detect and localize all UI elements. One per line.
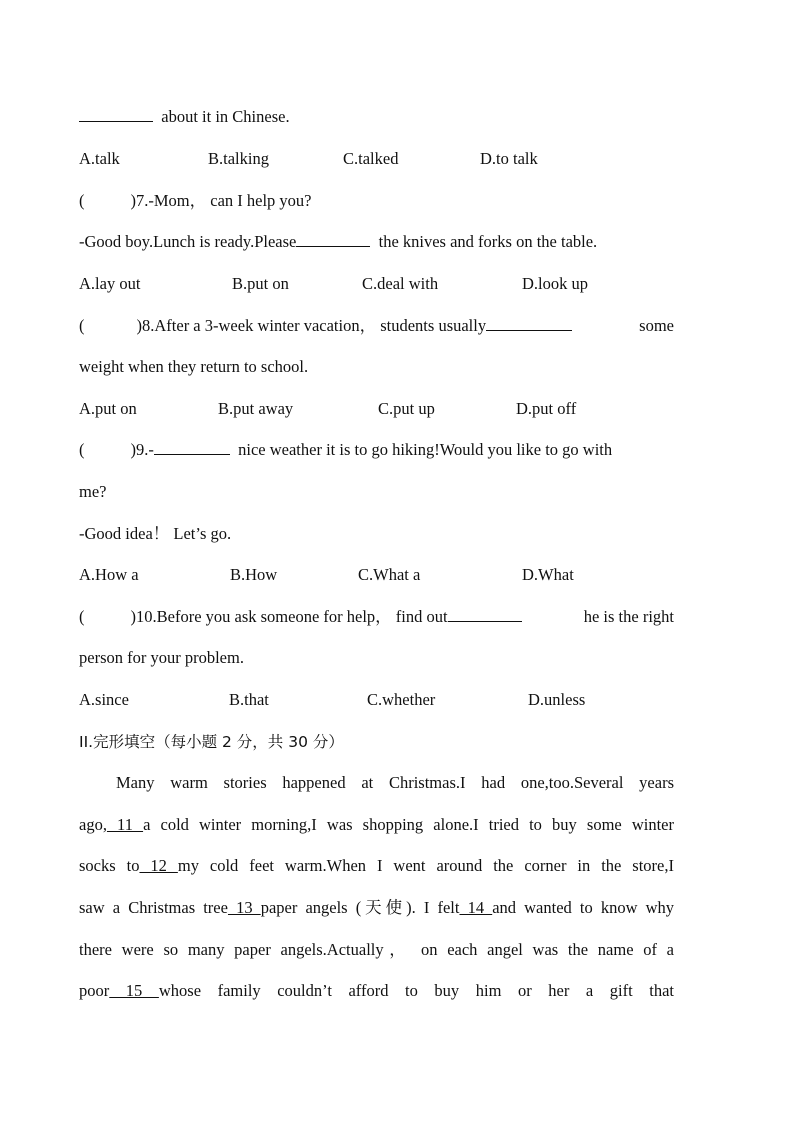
passage-line-1: Many warm stories happened at Christmas.I had one,too.Several years: [116, 773, 674, 792]
q6-option-a: A.talk: [79, 149, 120, 168]
q7-reply-text-a: -Good boy.Lunch is ready.Please: [79, 232, 297, 251]
q7-option-a: A.lay out: [79, 274, 141, 293]
q8-option-a: A.put on: [79, 399, 137, 418]
answer-blank[interactable]: [296, 232, 370, 247]
q10-option-b: B.that: [229, 690, 269, 709]
q8-option-c: C.put up: [378, 399, 435, 418]
answer-blank[interactable]: [154, 440, 230, 455]
q10-option-d: D.unless: [528, 690, 586, 709]
q9-stem: [79, 439, 674, 461]
passage-text: saw a Christmas tree: [79, 898, 228, 917]
passage-line-5: there were so many paper angels.Actually， on each angel was the name of a: [79, 940, 674, 959]
blank-15[interactable]: 15: [109, 981, 159, 1000]
q10-text-b: he is the right: [583, 607, 674, 626]
answer-paren-open: (: [79, 316, 85, 335]
q9-option-b: B.How: [230, 565, 278, 584]
blank-14[interactable]: 14: [459, 898, 493, 917]
answer-blank[interactable]: [79, 107, 153, 122]
blank-13[interactable]: 13: [227, 898, 261, 917]
q7-option-b: B.put on: [232, 274, 289, 293]
q10-stem: [79, 606, 674, 628]
blank-11[interactable]: 11: [106, 815, 144, 834]
q9-text-a: )9.-: [130, 440, 154, 459]
answer-blank[interactable]: [486, 316, 572, 331]
answer-paren-open: (: [79, 607, 85, 626]
q8-option-d: D.put off: [516, 399, 577, 418]
q10-option-c: C.whether: [367, 690, 436, 709]
q7-stem: [79, 190, 674, 212]
blank-12[interactable]: 12: [139, 856, 178, 875]
q9-text-b: nice weather it is to go hiking!Would you like to go with: [238, 440, 613, 459]
q6-stem-tail: [79, 106, 674, 128]
q7-reply: [79, 231, 674, 253]
q6-text: about it in Chinese.: [161, 107, 290, 126]
q7-reply-text-b: the knives and forks on the table.: [378, 232, 598, 251]
q6-option-c: C.talked: [343, 149, 399, 168]
q6-option-b: B.talking: [208, 149, 269, 168]
passage-line-2: [79, 814, 674, 836]
passage-text: my cold feet warm.When I went around the corner in the store,I: [177, 856, 674, 875]
answer-blank[interactable]: [448, 607, 522, 622]
q10-stem-line2: person for your problem.: [79, 648, 244, 667]
q8-text-a: )8.After a 3-week winter vacation， students usually: [136, 316, 487, 335]
answer-paren-open: (: [79, 440, 85, 459]
q9-stem-line2: me?: [79, 482, 107, 501]
q8-stem-line2: weight when they return to school.: [79, 357, 309, 376]
q10-option-a: A.since: [79, 690, 129, 709]
passage-text: ago,: [79, 815, 107, 834]
passage-text: socks to: [79, 856, 140, 875]
q6-option-d: D.to talk: [480, 149, 538, 168]
q7-question: )7.-Mom， can I help you?: [130, 191, 312, 210]
passage-line-4: [79, 897, 674, 919]
passage-text: whose family couldn’t afford to buy him or her a gift that: [158, 981, 674, 1000]
q10-text-a: )10.Before you ask someone for help， find out: [130, 607, 448, 626]
q8-option-b: B.put away: [218, 399, 294, 418]
passage-text: and wanted to know why: [492, 898, 675, 917]
q7-option-c: C.deal with: [362, 274, 439, 293]
passage-text: a cold winter morning,I was shopping alone.I tried to buy some winter: [143, 815, 674, 834]
q9-option-a: A.How a: [79, 565, 139, 584]
passage-line-3: [79, 855, 674, 877]
q7-option-d: D.look up: [522, 274, 588, 293]
passage-text: paper angels (天使). I felt: [260, 898, 460, 917]
passage-line-6: [79, 980, 674, 1002]
section-title: II.完形填空（每小题 2 分，共 30 分）: [79, 733, 344, 751]
passage-text: poor: [79, 981, 110, 1000]
q9-option-c: C.What a: [358, 565, 421, 584]
q8-text-b: some: [639, 316, 674, 335]
q9-reply: -Good idea！ Let’s go.: [79, 524, 232, 543]
answer-paren-open: (: [79, 191, 85, 210]
q9-option-d: D.What: [522, 565, 574, 584]
q8-stem: [79, 315, 674, 337]
